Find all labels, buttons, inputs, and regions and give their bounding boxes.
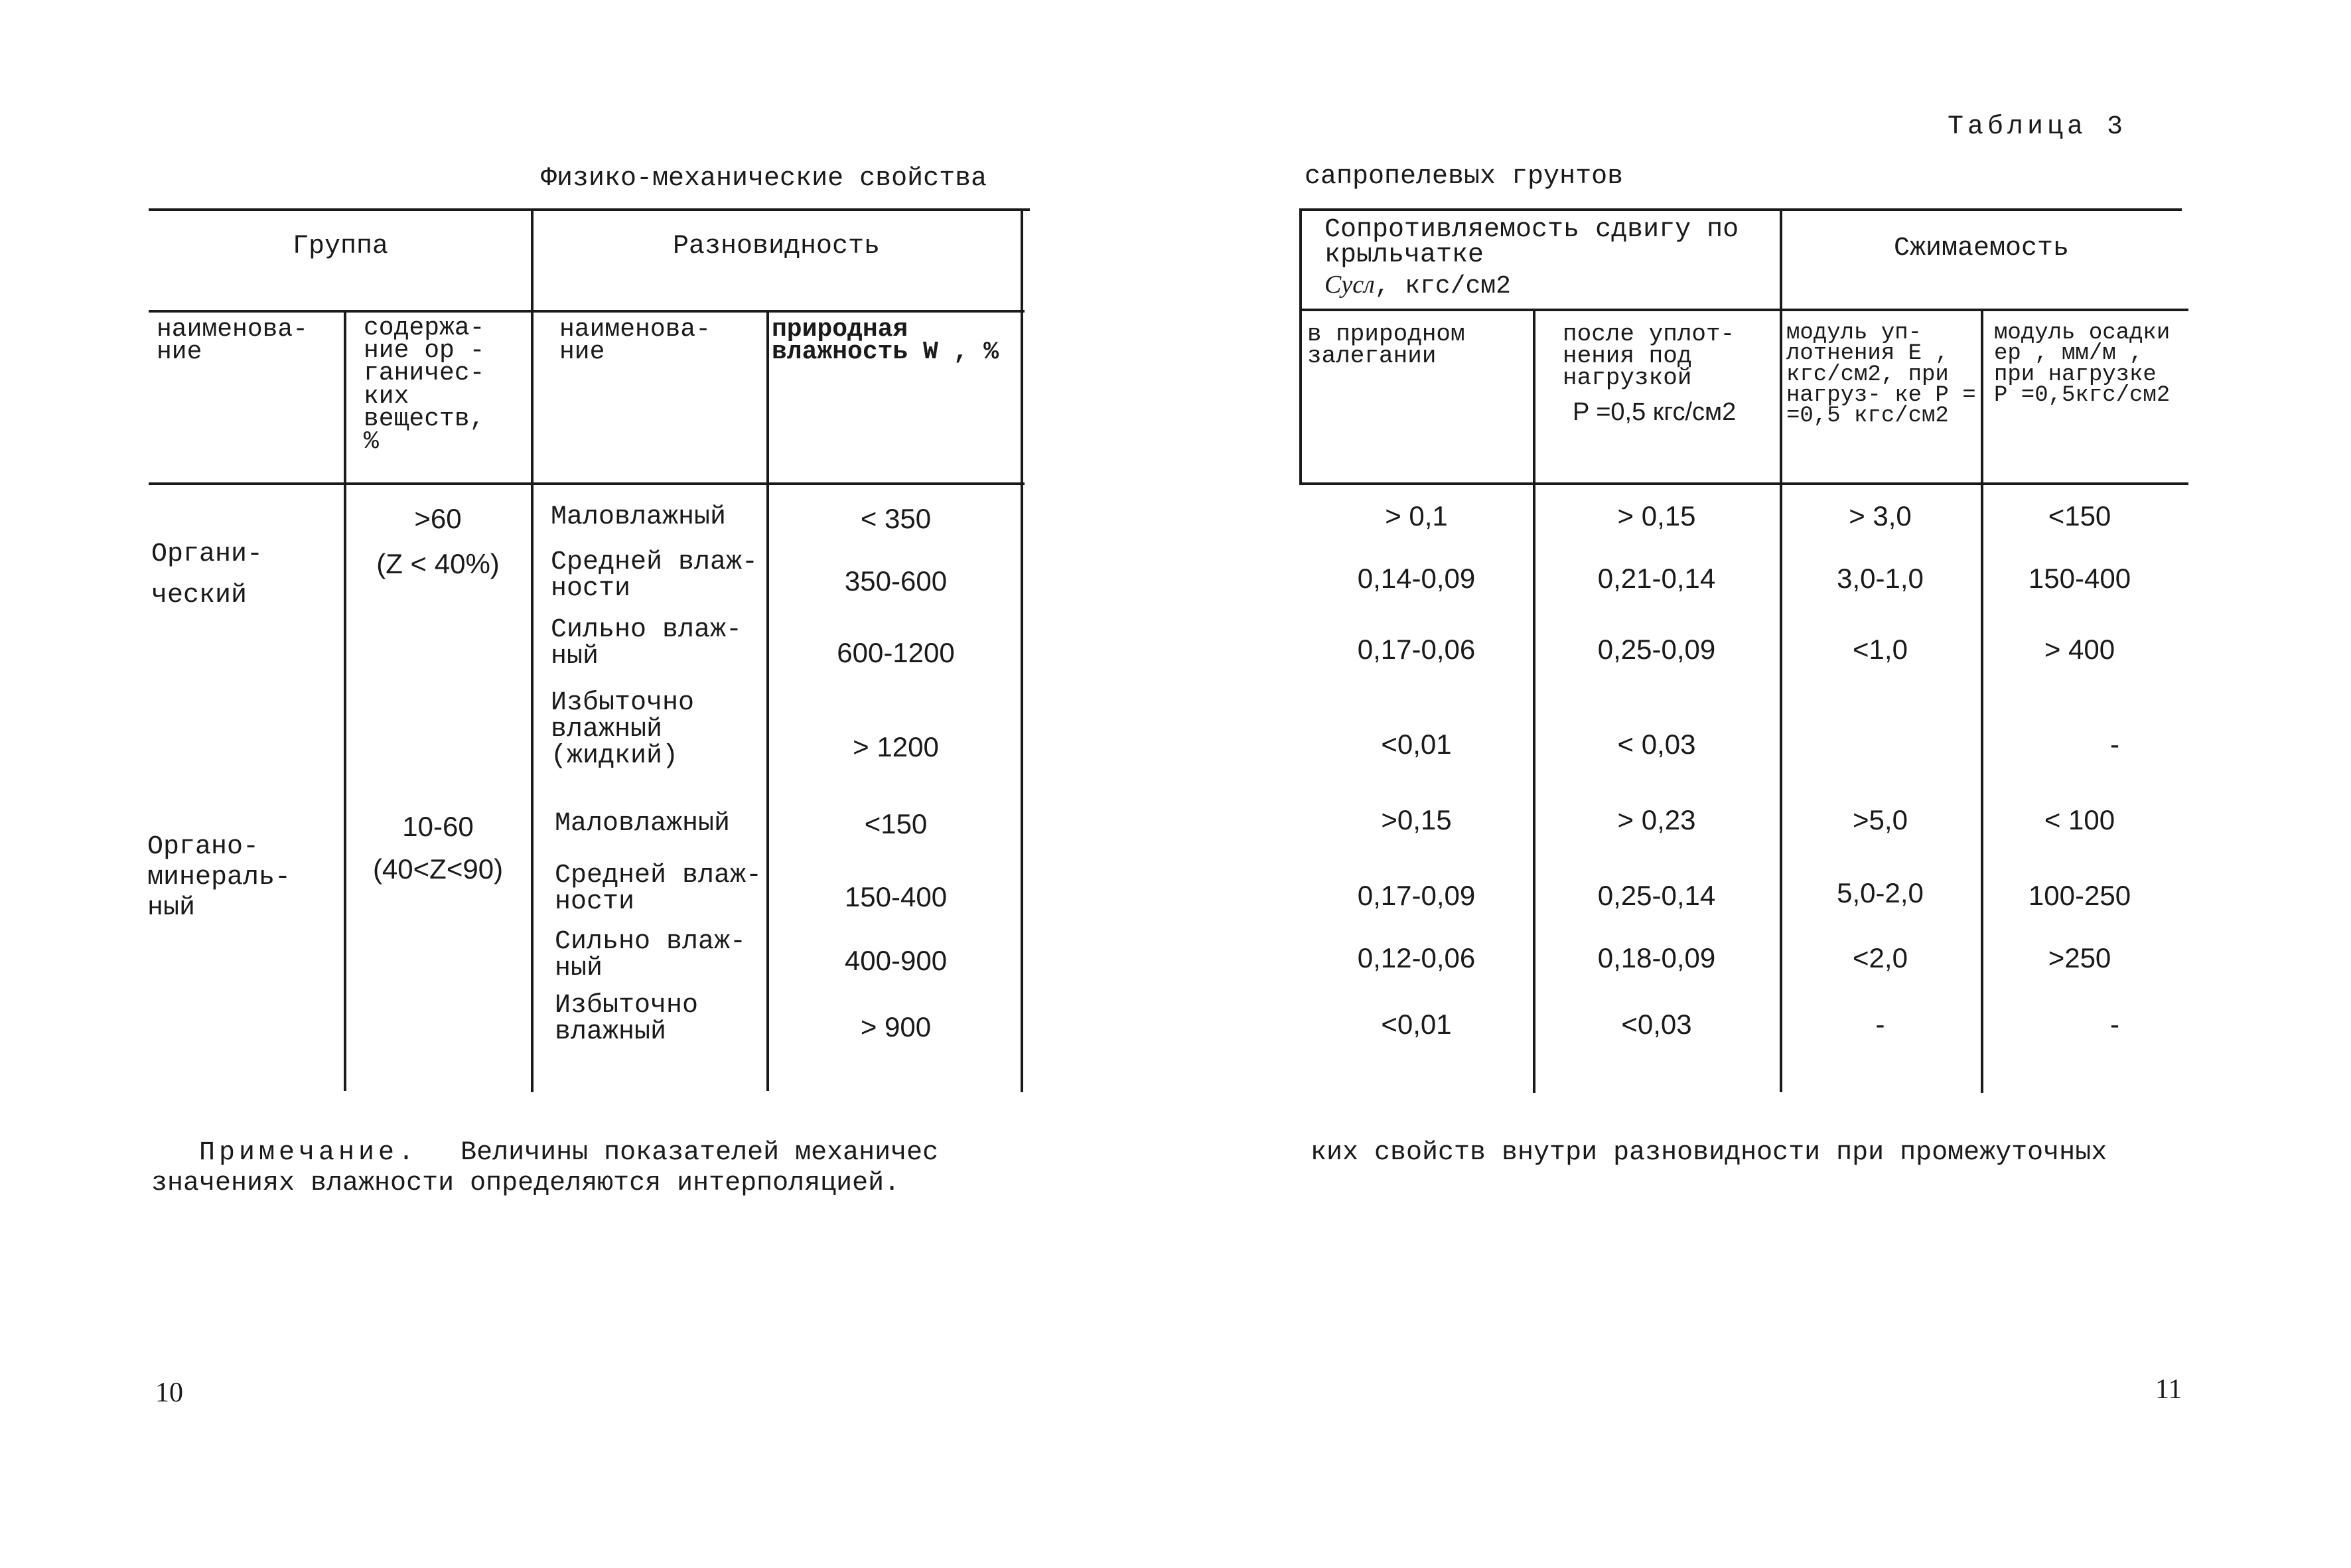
header-modulus-e: модуль уп- лотнения E , кгс/см2, при нагруз- ке P = =0,5 кгс/см2 xyxy=(1786,321,1976,429)
right-header-rule xyxy=(1299,309,2188,311)
title-left: Физико-механические свойства xyxy=(541,164,987,194)
header-after-load: P =0,5 кгс/см2 xyxy=(1573,398,1737,426)
left-vline-name xyxy=(344,311,346,1091)
modulus-e-value: - xyxy=(1875,1009,1885,1040)
shear-after-value: 0,25-0,09 xyxy=(1597,634,1716,665)
modulus-e-value: > 3,0 xyxy=(1849,500,1912,532)
header-name-2: наименова- ние xyxy=(559,315,711,367)
shear-after-value: 0,25-0,14 xyxy=(1597,880,1716,911)
modulus-ep-value: >250 xyxy=(2048,942,2111,973)
modulus-e-value: <1,0 xyxy=(1853,634,1908,665)
header-organic-content: содержа- ние ор - ганичес- ких веществ, % xyxy=(364,314,485,456)
variety-name: Избыточно влажный (жидкий) xyxy=(551,688,695,771)
modulus-e-value: 3,0-1,0 xyxy=(1837,563,1924,594)
shear-after-value: > 0,23 xyxy=(1617,804,1696,835)
moisture-value: > 1200 xyxy=(853,731,939,762)
shear-natural-value: > 0,1 xyxy=(1385,500,1448,532)
modulus-ep-value: > 400 xyxy=(2044,634,2115,665)
left-vline-right xyxy=(1021,210,1023,1092)
moisture-value: 350-600 xyxy=(844,565,948,597)
header-shear-unit xyxy=(1324,271,1511,301)
left-top-rule xyxy=(149,208,1030,211)
variety-name: Средней влаж- ности xyxy=(555,861,762,917)
header-moisture: природная влажность W , % xyxy=(772,315,999,367)
shear-natural-value: 0,17-0,06 xyxy=(1357,634,1476,665)
right-vline-left xyxy=(1299,210,1302,485)
header-natural: в природном залегании xyxy=(1307,321,1465,370)
shear-after-value: <0,03 xyxy=(1621,1009,1692,1040)
group-name-organo-mineral: Органо- минераль- ный xyxy=(147,832,291,923)
shear-natural-value: 0,12-0,06 xyxy=(1357,942,1476,973)
page-number-left: 10 xyxy=(155,1378,183,1408)
shear-natural-value: 0,14-0,09 xyxy=(1357,563,1476,594)
left-vline-group xyxy=(531,210,534,1092)
shear-natural-value: <0,01 xyxy=(1381,729,1452,760)
shear-unit-text: , кгс/см2 xyxy=(1374,272,1511,301)
modulus-e-value: 5,0-2,0 xyxy=(1837,877,1924,908)
header-shear: Сопротивляемость сдвигу по крыльчатке xyxy=(1324,215,1739,270)
left-header-rule xyxy=(149,310,1025,313)
moisture-value: 600-1200 xyxy=(837,637,955,668)
moisture-value: > 900 xyxy=(860,1011,932,1042)
right-top-rule xyxy=(1299,208,2182,211)
header-variety: Разновидность xyxy=(672,232,881,261)
page-number-right: 11 xyxy=(2155,1374,2182,1405)
moisture-value: < 350 xyxy=(860,503,932,534)
note-text-right: ких свойств внутри разновидности при промежуточных xyxy=(1311,1138,2107,1168)
variety-name: Средней влаж- ности xyxy=(551,547,758,604)
modulus-e-value: >5,0 xyxy=(1853,804,1908,835)
shear-natural-value: 0,17-0,09 xyxy=(1357,880,1476,911)
moisture-value: 400-900 xyxy=(844,945,948,976)
shear-after-value: > 0,15 xyxy=(1617,500,1696,532)
shear-natural-value: <0,01 xyxy=(1381,1009,1452,1040)
shear-natural-value: >0,15 xyxy=(1381,804,1452,835)
variety-name: Сильно влаж- ный xyxy=(555,927,747,983)
right-vline-modep xyxy=(1981,310,1983,1093)
group-content-organic: >60 xyxy=(414,503,462,534)
note-label-text: Примечание. xyxy=(199,1138,419,1168)
table-label: Таблица 3 xyxy=(1948,112,2127,142)
shear-after-value: 0,21-0,14 xyxy=(1597,563,1716,594)
shear-after-value: < 0,03 xyxy=(1617,729,1696,760)
note-label xyxy=(199,1140,938,1167)
header-modulus-ep: модуль осадки ep , мм/м , при нагрузке P =0,5кгс/см2 xyxy=(1994,321,2171,408)
group-content-organo-mineral: 10-60 xyxy=(402,811,474,842)
modulus-ep-value: < 100 xyxy=(2044,804,2115,835)
modulus-ep-value: 100-250 xyxy=(2028,880,2131,911)
title-right: сапропелевых грунтов xyxy=(1305,162,1624,192)
moisture-value: 150-400 xyxy=(844,881,948,912)
note-text-line2: значениях влажности определяются интерполяцией. xyxy=(151,1169,900,1198)
variety-name: Избыточно влажный xyxy=(555,991,699,1047)
right-vline-after xyxy=(1533,310,1535,1093)
header-name-1: наименова- ние xyxy=(157,315,309,367)
left-body-rule xyxy=(149,482,1025,485)
shear-after-value: 0,18-0,09 xyxy=(1597,942,1716,973)
modulus-ep-value: 150-400 xyxy=(2028,563,2131,594)
shear-symbol: Cусл xyxy=(1324,271,1375,299)
group-content-sub-organic: (Z < 40%) xyxy=(376,548,500,579)
modulus-ep-value: <150 xyxy=(2048,500,2111,532)
header-group: Группа xyxy=(292,232,389,261)
modulus-ep-value: - xyxy=(2110,1009,2119,1040)
right-body-rule xyxy=(1299,482,2188,485)
modulus-e-value: <2,0 xyxy=(1853,942,1908,973)
group-content-sub-organo-mineral: (40<Z<90) xyxy=(372,853,504,885)
note-text-line1: Величины показателей механичес xyxy=(461,1138,939,1168)
variety-name: Сильно влаж- ный xyxy=(551,615,743,672)
header-after-compaction: после уплот- нения под нагрузкой xyxy=(1563,321,1735,392)
variety-name: Маловлажный xyxy=(551,502,727,532)
modulus-ep-value: - xyxy=(2110,729,2119,760)
group-name-organic: Органи- ческий xyxy=(151,539,263,610)
variety-name: Маловлажный xyxy=(555,809,731,839)
moisture-value: <150 xyxy=(864,808,928,839)
header-compressibility: Сжимаемость xyxy=(1893,234,2070,263)
